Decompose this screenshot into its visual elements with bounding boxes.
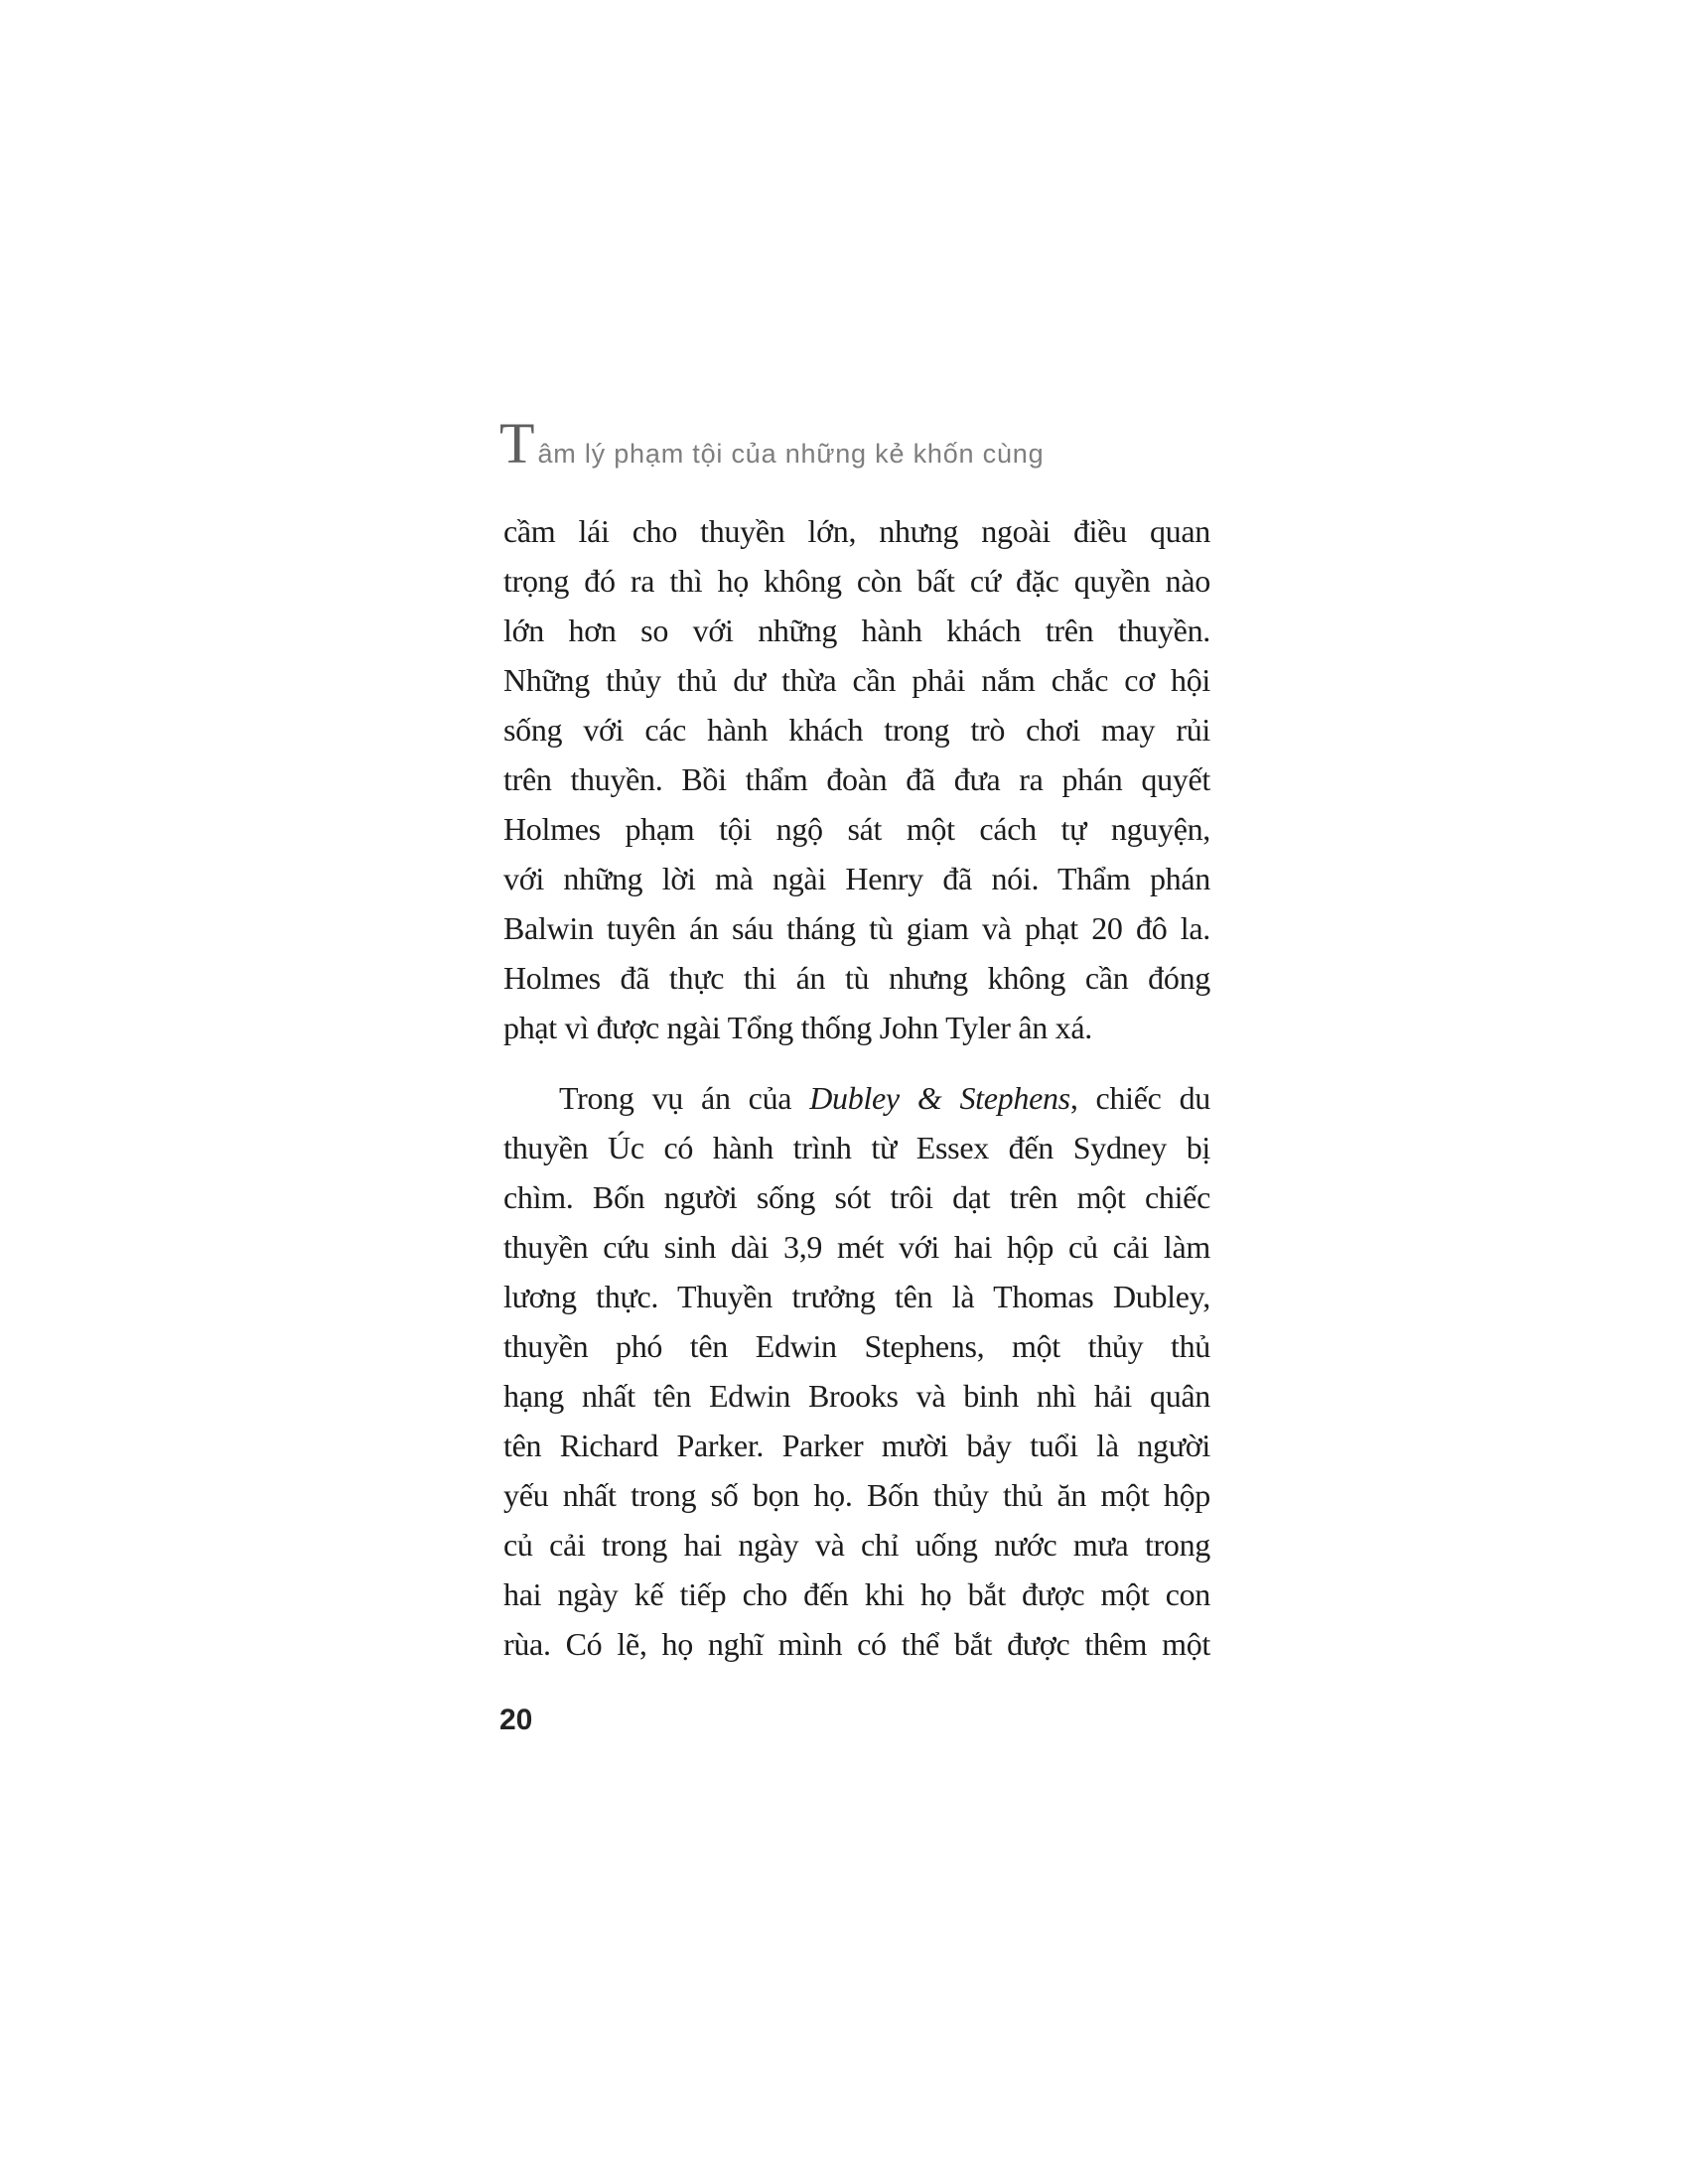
- text-line: hạng nhất tên Edwin Brooks và binh nhì hải quân: [503, 1378, 1210, 1414]
- case-name-italic: Dubley & Stephens: [809, 1080, 1070, 1116]
- body-text: [503, 506, 1210, 1669]
- paragraph-holmes-verdict: [503, 506, 1210, 1052]
- text-line: sống với các hành khách trong trò chơi may rủi: [503, 712, 1210, 748]
- text-line: hai ngày kế tiếp cho đến khi họ bắt được một con: [503, 1576, 1210, 1612]
- text-line: Holmes đã thực thi án tù nhưng không cần đóng: [503, 960, 1210, 996]
- paragraph-dubley-stephens: [503, 1073, 1210, 1669]
- text-line: với những lời mà ngài Henry đã nói. Thẩm phán: [503, 861, 1210, 896]
- text-line: thuyền cứu sinh dài 3,9 mét với hai hộp củ cải làm: [503, 1229, 1210, 1265]
- line-text: Trong vụ án của: [559, 1080, 810, 1116]
- text-line: Balwin tuyên án sáu tháng tù giam và phạt 20 đô la.: [503, 910, 1210, 946]
- text-line: củ cải trong hai ngày và chỉ uống nước mưa trong: [503, 1527, 1210, 1563]
- text-line: trọng đó ra thì họ không còn bất cứ đặc quyền nào: [503, 563, 1210, 599]
- text-line: lương thực. Thuyền trưởng tên là Thomas Dubley,: [503, 1279, 1210, 1314]
- text-line: chìm. Bốn người sống sót trôi dạt trên một chiếc: [503, 1179, 1210, 1215]
- text-line: lớn hơn so với những hành khách trên thuyền.: [503, 613, 1210, 648]
- line-text: , chiếc du: [1069, 1080, 1210, 1116]
- running-header: [499, 411, 1045, 476]
- header-title: âm lý phạm tội của những kẻ khốn cùng: [537, 439, 1045, 469]
- text-line: Những thủy thủ dư thừa cần phải nắm chắc cơ hội: [503, 662, 1210, 698]
- text-line: thuyền phó tên Edwin Stephens, một thủy thủ: [503, 1328, 1210, 1364]
- text-line: rùa. Có lẽ, họ nghĩ mình có thể bắt được thêm một: [503, 1626, 1210, 1662]
- text-line: phạt vì được ngài Tổng thống John Tyler ân xá.: [503, 1010, 1092, 1045]
- paragraph-lines: [503, 1123, 1210, 1669]
- text-line: thuyền Úc có hành trình từ Essex đến Sydney bị: [503, 1130, 1210, 1165]
- text-line: yếu nhất trong số bọn họ. Bốn thủy thủ ăn một hộp: [503, 1477, 1210, 1513]
- text-line: Holmes phạm tội ngộ sát một cách tự nguyện,: [503, 811, 1210, 847]
- page-number: 20: [499, 1704, 533, 1736]
- header-dropcap: T: [499, 411, 535, 476]
- text-line: [503, 1073, 1210, 1123]
- text-line: cầm lái cho thuyền lớn, nhưng ngoài điều quan: [503, 513, 1210, 549]
- text-line: tên Richard Parker. Parker mười bảy tuổi là người: [503, 1428, 1210, 1463]
- text-line: trên thuyền. Bồi thẩm đoàn đã đưa ra phán quyết: [503, 761, 1210, 797]
